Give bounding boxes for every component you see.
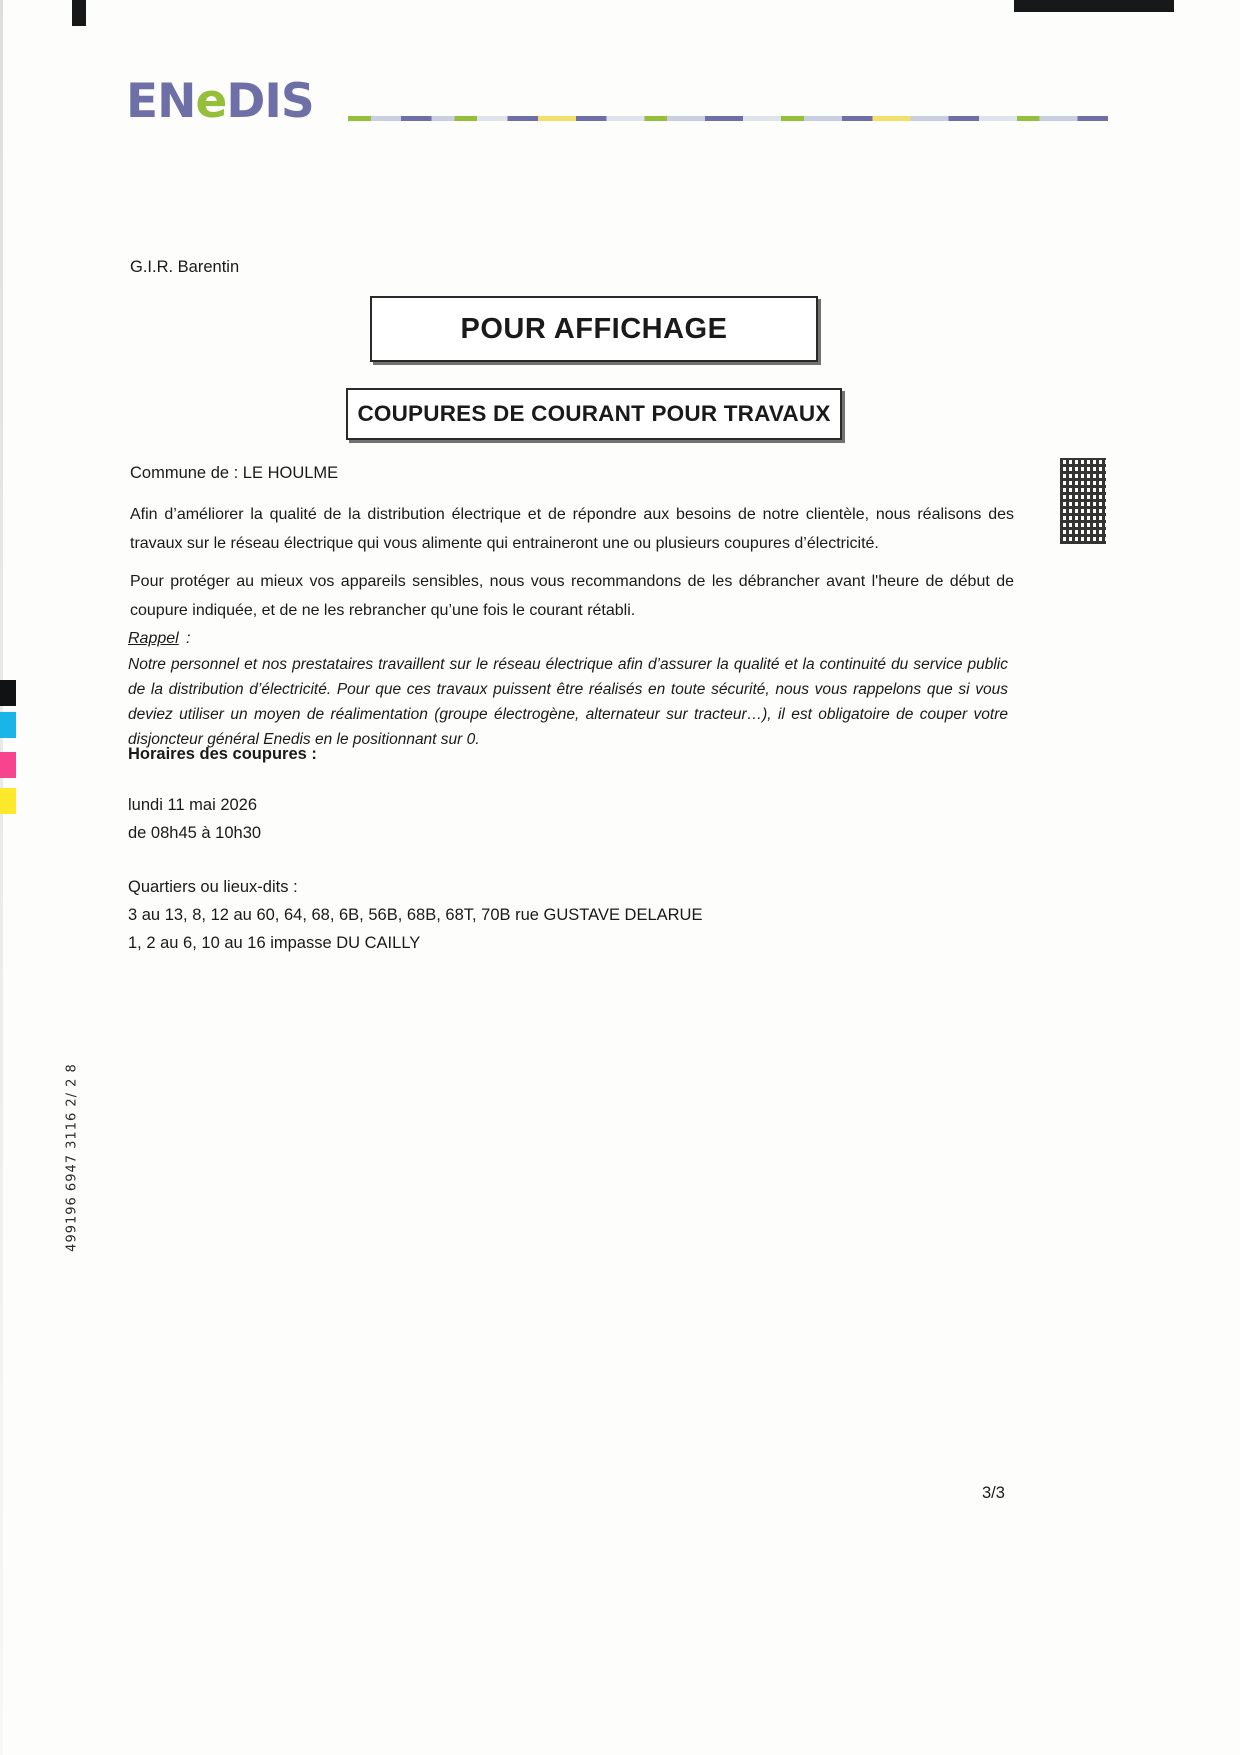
paragraph-advice: Pour protéger au mieux vos appareils sensibles, nous vous recommandons de les débrancher avant l'heure de début de coupure indiquée, et de ne les rebrancher qu’une fois le courant rétabli. — [130, 573, 1014, 619]
horaires-label: Horaires des coupures : — [128, 745, 317, 763]
logo-text-part-3: DIS — [226, 74, 314, 129]
scan-edge-line — [0, 0, 3, 1755]
banner-pour-affichage — [370, 296, 818, 362]
page-number: 3/3 — [982, 1484, 1005, 1502]
enedis-logo — [126, 74, 314, 129]
calibration-chip-yellow — [0, 788, 16, 814]
datamatrix-code-icon — [1060, 458, 1106, 544]
logo-text-part-2: e — [195, 74, 227, 129]
horaires-date: lundi 11 mai 2026 — [128, 796, 258, 814]
logo-text-part-1: EN — [126, 74, 196, 129]
rappel-heading: Rappel — [128, 630, 179, 647]
banner-coupures-travaux — [346, 388, 842, 440]
horaires-time: de 08h45 à 10h30 — [128, 824, 262, 842]
banner-main-text: POUR AFFICHAGE — [460, 312, 728, 345]
quartiers-line-1: 3 au 13, 8, 12 au 60, 64, 68, 6B, 56B, 68B, 68T, 70B rue GUSTAVE DELARUE — [128, 906, 703, 924]
rappel-body: Notre personnel et nos prestataires travaillent sur le réseau électrique afin d’assurer la qualité et la continuité du service public de la distribution d’électricité. Pour que ces travaux puissent être réalisés en toute sécurité, nous vous rappelons que si vous deviez utiliser un moyen de réalimentation (groupe électrogène, alternateur sur tracteur…), il est obligatoire de couper votre disjoncteur général Enedis en le positionnant sur 0. — [128, 656, 1008, 748]
calibration-chip-cyan — [0, 712, 16, 738]
scan-artifact-top-right — [1014, 0, 1174, 12]
side-reference-code: 499196 6947 3116 2/ 2 8 — [64, 1063, 80, 1252]
quartiers-line-2: 1, 2 au 6, 10 au 16 impasse DU CAILLY — [128, 934, 421, 952]
calibration-chip-black — [0, 680, 16, 706]
header-color-rule — [348, 116, 1108, 121]
agency-label: G.I.R. Barentin — [130, 258, 240, 276]
rappel-heading-colon: : — [186, 630, 191, 647]
commune-line: Commune de : LE HOULME — [130, 464, 339, 482]
quartiers-label: Quartiers ou lieux-dits : — [128, 878, 298, 896]
paragraph-intro: Afin d’améliorer la qualité de la distribution électrique et de répondre aux besoins de notre clientèle, nous réalisons des travaux sur le réseau électrique qui vous alimente qui entraineront une ou plusieurs coupures d’électricité. — [130, 506, 1014, 552]
calibration-chip-magenta — [0, 752, 16, 778]
scan-artifact-top-left — [72, 0, 86, 26]
banner-sub-text: COUPURES DE COURANT POUR TRAVAUX — [357, 401, 831, 426]
